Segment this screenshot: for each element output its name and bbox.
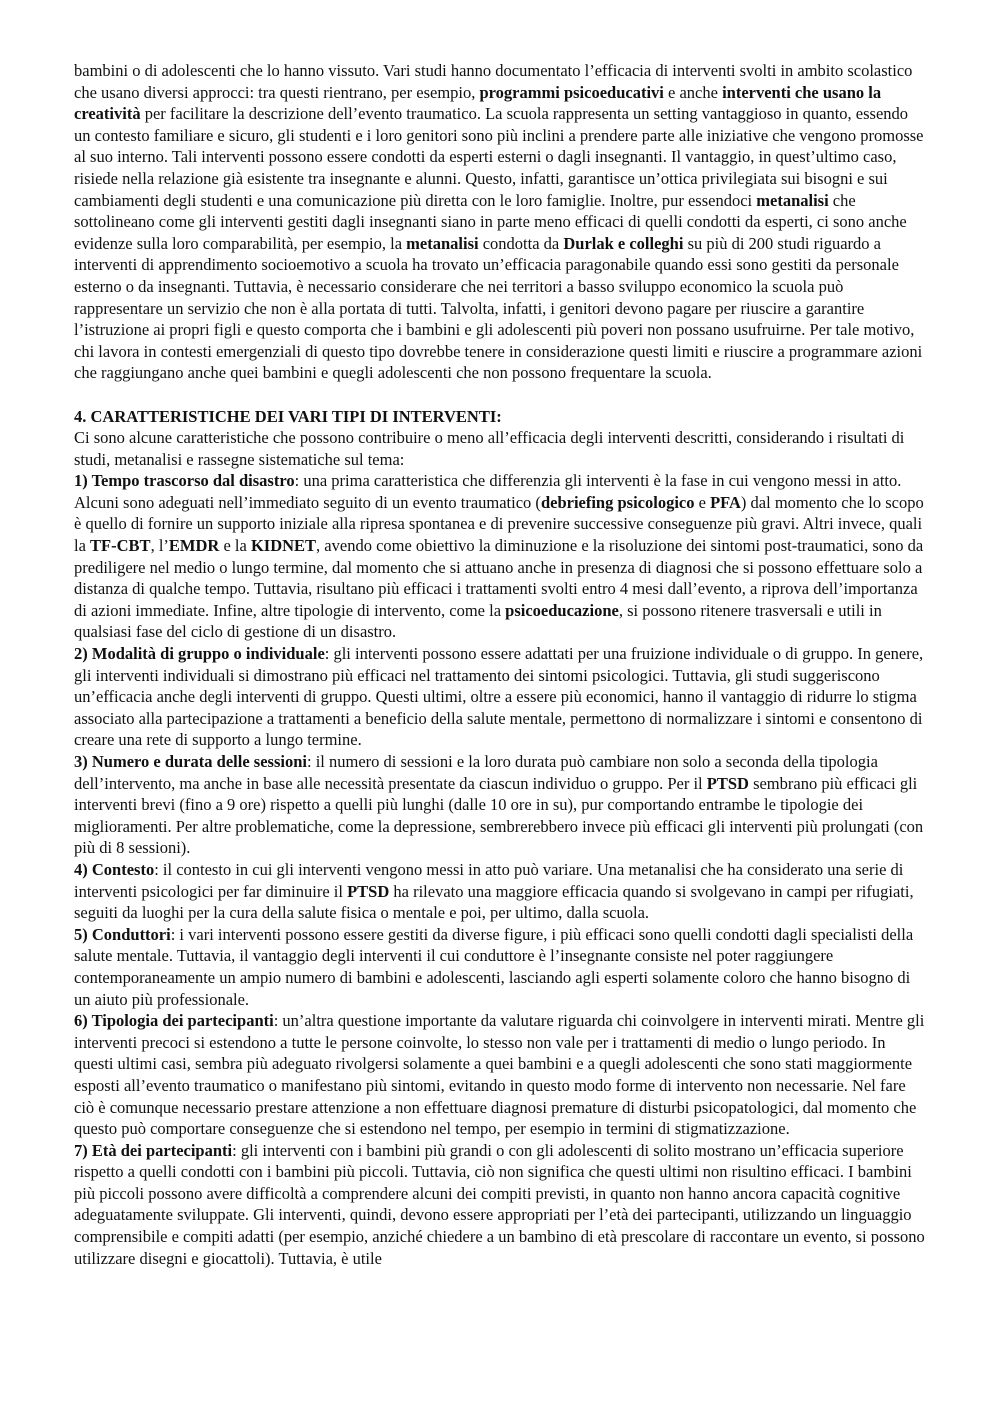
text-run: che sottolineano come gli interventi gestiti dagli insegnanti siano in parte meno efficaci di quelli condotti da esperti, ci sono anche evidenze sulla loro comparabilità, per esempio, la: [74, 190, 907, 253]
text-run: ) dal momento che lo scopo è quello di fornire un supporto iniziale alla ripresa spontanea e di prevenire successive conseguenze più gravi. Altri invece, quali la: [74, 492, 924, 556]
section-intro: Ci sono alcune caratteristiche che possono contribuire o meno all’efficacia degli interventi descritti, considerando i risultati di studi, metanalisi e rassegne sistematiche sul tema:: [74, 428, 905, 469]
bold-term: PTSD: [706, 773, 749, 793]
bold-term: 7) Età dei partecipanti: [74, 1140, 233, 1160]
bold-term: KIDNET: [250, 536, 317, 556]
bold-term: 2) Modalità di gruppo o individuale: [74, 644, 325, 664]
bold-term: Durlak e colleghi: [563, 233, 684, 253]
text-run: : una prima caratteristica che differenzia gli interventi è la fase in cui vengono messi in atto. Alcuni sono adeguati nell’immediato seguito di un evento traumatico (: [74, 471, 902, 512]
item-7-eta: [74, 1140, 928, 1270]
bold-term: 3) Numero e durata delle sessioni: [74, 752, 307, 771]
bold-term: 6) Tipologia dei partecipanti: [74, 1011, 274, 1031]
text-run: e anche: [663, 82, 723, 102]
paragraph-gap: [74, 384, 928, 406]
text-run: per facilitare la descrizione dell’evento traumatico. La scuola rappresenta un setting vantaggioso in quanto, essendo un contesto familiare e sicuro, gli studenti e i loro genitori sono più inclini a prendere parte alle iniziative che vengono promosse al suo interno. Tali interventi possono essere condotti da esperti esterni o dagli insegnanti. Il vantaggio, in quest’ultimo caso, risiede nella relazione già esistente tra insegnante e alunni. Questo, infatti, garantisce un’ottica privilegiata sui bisogni e sui cambiamenti degli studenti e una comunicazione più diretta con le loro famiglie. Inoltre, pur essendoci: [74, 104, 924, 210]
text-run: : il contesto in cui gli interventi vengono messi in atto può variare. Una metanalisi che ha considerato una serie di interventi psicologici per far diminuire il: [74, 859, 904, 901]
text-run: , avendo come obiettivo la diminuzione e la risoluzione dei sintomi post-traumatici, sono da prediligere nel medio o lungo termine, dal momento che si attuano anche in presenza di diagnosi che si possono effettuare solo a distanza di qualche tempo. Tuttavia, risultano più efficaci i trattamenti svolti entro 4 mesi dall’evento, a riprova dell’importanza di azioni immediate. Infine, altre tipologie di intervento, come la: [74, 536, 924, 620]
bold-term: interventi che usano la creatività: [74, 82, 882, 124]
item-1-tempo-trascorso: [74, 470, 928, 643]
text-run: : i vari interventi possono essere gestiti da diverse figure, i più efficaci sono quelli condotti dagli specialisti della salute mentale. Tuttavia, il vantaggio degli interventi il cui conduttore è l’insegnante consiste nel poter raggiungere contemporaneamente un ampio numero di bambini e adolescenti, lasciando agli esperti solamente coloro che hanno bisogno di un aiuto più professionale.: [74, 924, 914, 1009]
item-3-numero-durata: [74, 751, 928, 859]
section-heading: [74, 406, 928, 428]
item-6-tipologia: [74, 1010, 928, 1140]
bold-term: debriefing psicologico: [540, 492, 695, 512]
bold-term: psicoeducazione: [505, 600, 619, 620]
item-4-contesto: [74, 859, 928, 924]
text-run: : gli interventi con i bambini più grandi o con gli adolescenti di solito mostrano un’efficacia superiore rispetto a quelli condotti con i bambini più piccoli. Tuttavia, ciò non significa che questi ultimi non risultino efficaci. I bambini più piccoli possono avere difficoltà a comprendere alcuni dei compiti previsti, in quanto non hanno ancora capacità cognitive adeguatamente sviluppate. Gli interventi, quindi, devono essere appropriati per l’età dei partecipanti, utilizzando un linguaggio comprensibile e compiti adatti (per esempio, anziché chiedere a un bambino di età prescolare di raccontare un evento, si possono utilizzare disegni e giocattoli). Tuttavia, è utile: [74, 1140, 925, 1268]
bold-term: PTSD: [347, 881, 390, 901]
text-run: ha rilevato una maggiore efficacia quando si svolgevano in campi per rifugiati, seguiti da luoghi per la cura della salute fisica o mentale e poi, per ultimo, dalla scuola.: [74, 881, 914, 923]
bold-term: 5) Conduttori: [74, 924, 171, 944]
bold-term: EMDR: [168, 536, 220, 556]
item-2-modalita: [74, 643, 928, 751]
text-run: , l’: [150, 536, 169, 556]
text-run: bambini o di adolescenti che lo hanno vissuto. Vari studi hanno documentato l’efficacia di interventi svolti in ambito scolastico che usano diversi approcci: tra questi rientrano, per esempio,: [74, 61, 913, 102]
text-run: : il numero di sessioni e la loro durata può cambiare non solo a seconda della tipologia dell’intervento, ma anche in base alle necessità presentate da ciascun individuo o gruppo. Per il: [74, 752, 878, 793]
bold-term: PFA: [710, 492, 741, 512]
text-run: condotta da: [478, 233, 564, 253]
text-run: sembrano più efficaci gli interventi brevi (fino a 9 ore) rispetto a quelli più lunghi (dalle 10 ore in su), pur comportando entrambe le tipologie dei miglioramenti. Per altre problematiche, come la depressione, sembrerebbero invece più efficaci gli interventi più prolungati (con più di 8 sessioni).: [74, 773, 924, 858]
bold-term: 4) Contesto: [74, 859, 155, 879]
text-run: e la: [219, 536, 251, 556]
text-run: e: [694, 492, 711, 512]
text-run: : gli interventi possono essere adattati per una fruizione individuale o di gruppo. In genere, gli interventi individuali si dimostrano più efficaci nel trattamento dei sintomi psicologici. Tuttavia, gli studi suggeriscono un’efficacia anche degli interventi di gruppo. Questi ultimi, oltre a essere più economici, hanno il vantaggio di ridurre lo stigma associato alla partecipazione a trattamenti a beneficio della salute mentale, permettono di normalizzare i sintomi e consentono di creare una rete di supporto a lungo termine.: [74, 644, 924, 750]
intro-paragraph: [74, 60, 928, 384]
bold-term: 1) Tempo trascorso dal disastro: [74, 471, 295, 491]
section-heading-text: 4. CARATTERISTICHE DEI VARI TIPI DI INTERVENTI:: [74, 406, 502, 426]
bold-term: metanalisi: [406, 233, 479, 253]
bold-term: metanalisi: [756, 190, 829, 210]
text-run: : un’altra questione importante da valutare riguarda chi coinvolgere in interventi mirati. Mentre gli interventi precoci si estendono a tutte le persone coinvolte, lo stesso non vale per i trattamenti di medio o lungo periodo. In questi ultimi casi, sembra più adeguato rivolgersi solamente a quei bambini e a quegli adolescenti che sono stati maggiormente esposti all’evento traumatico o manifestano più sintomi, evitando in questo modo forme di intervento non necessarie. Nel fare ciò è comunque necessario prestare attenzione a non effettuare diagnosi premature di disturbi psicopatologici, dal momento che questo può comportare conseguenze che si estendono nel tempo, per esempio in termini di stigmatizzazione.: [74, 1011, 925, 1139]
text-run: su più di 200 studi riguardo a interventi di apprendimento socioemotivo a scuola ha trovato un’efficacia paragonabile quando essi sono gestiti da personale esterno o da insegnanti. Tuttavia, è necessario considerare che nei territori a basso sviluppo economico la scuola può rappresentare un servizio che non è alla portata di tutti. Talvolta, infatti, i genitori devono pagare per riuscire a garantire l’istruzione ai propri figli e questo comporta che i bambini e gli adolescenti più poveri non possano usufruirne. Per tale motivo, chi lavora in contesti emergenziali di questo tipo dovrebbe tenere in considerazione questi limiti e riuscire a programmare azioni che raggiungano anche quei bambini e quegli adolescenti che non possono frequentare la scuola.: [74, 233, 923, 383]
text-run: , si possono ritenere trasversali e utili in qualsiasi fase del ciclo di gestione di un disastro.: [74, 600, 882, 642]
item-5-conduttori: [74, 924, 928, 1010]
bold-term: programmi psicoeducativi: [479, 82, 664, 102]
bold-term: TF-CBT: [90, 536, 151, 556]
